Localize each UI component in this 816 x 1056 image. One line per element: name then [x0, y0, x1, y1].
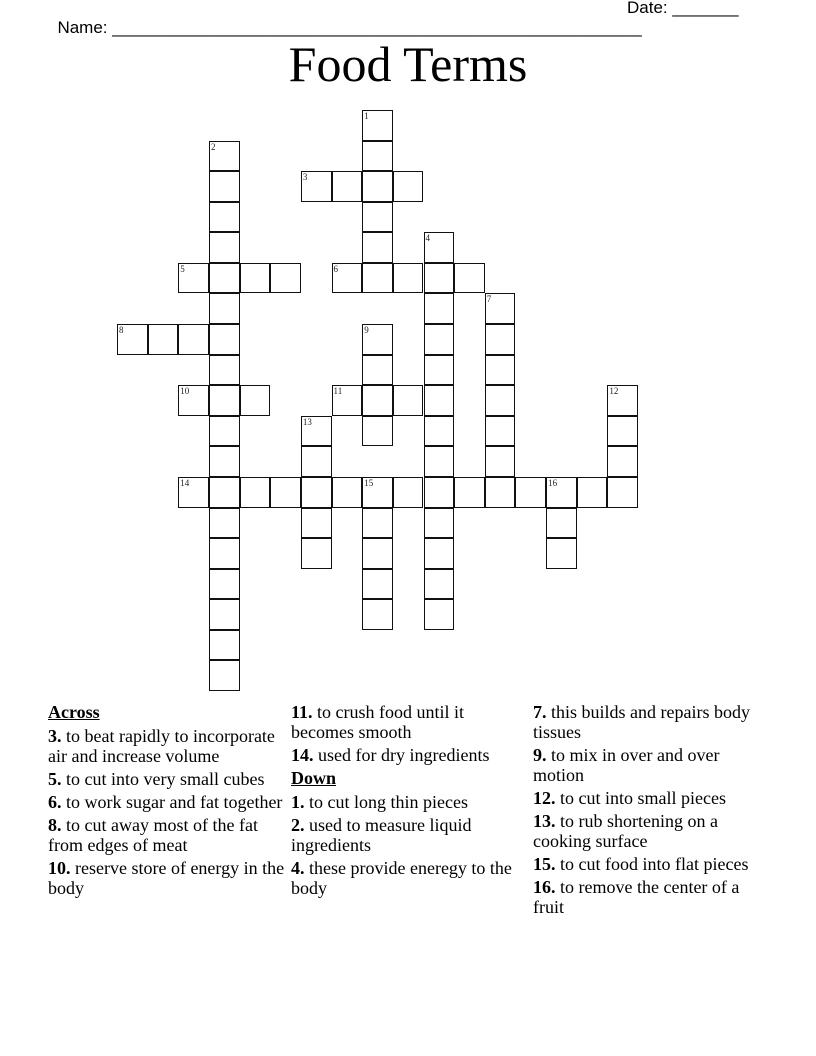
grid-cell[interactable]: [485, 385, 516, 416]
grid-cell[interactable]: [178, 324, 209, 355]
grid-cell[interactable]: [393, 263, 424, 294]
clue-down-16: 16. to remove the center of a fruit: [533, 877, 740, 917]
clue-down-13: 13. to rub shortening on a cooking surface: [533, 811, 718, 851]
grid-cell[interactable]: [209, 202, 240, 233]
grid-cell[interactable]: [485, 293, 516, 324]
grid-cell[interactable]: [362, 416, 393, 447]
grid-cell[interactable]: [240, 477, 271, 508]
grid-cell[interactable]: [209, 355, 240, 386]
grid-cell[interactable]: [424, 599, 455, 630]
clue-number: 1: [364, 111, 369, 121]
grid-cell[interactable]: [454, 263, 485, 294]
clue-across-6: 6. to work sugar and fat together: [48, 792, 283, 812]
grid-cell[interactable]: [362, 355, 393, 386]
grid-cell[interactable]: [546, 477, 577, 508]
grid-cell[interactable]: [178, 263, 209, 294]
grid-cell[interactable]: [485, 355, 516, 386]
clue-across-10: 10. reserve store of energy in the body: [48, 858, 285, 898]
grid-cell[interactable]: [332, 385, 363, 416]
grid-cell[interactable]: [117, 324, 148, 355]
grid-cell[interactable]: [209, 416, 240, 447]
grid-cell[interactable]: [424, 263, 455, 294]
grid-cell[interactable]: [424, 232, 455, 263]
grid-cell[interactable]: [485, 477, 516, 508]
grid-cell[interactable]: [301, 416, 332, 447]
clue-number: 2: [210, 141, 216, 152]
clue-number: 11: [333, 386, 343, 397]
grid-cell[interactable]: [393, 171, 424, 202]
clue-number: 5: [180, 263, 185, 274]
grid-cell[interactable]: [362, 263, 393, 294]
grid-cell[interactable]: [148, 324, 179, 355]
grid-cell[interactable]: [546, 508, 577, 539]
grid-cell[interactable]: [607, 477, 638, 508]
grid-cell[interactable]: [301, 477, 332, 508]
grid-cell[interactable]: [240, 263, 271, 294]
grid-cell[interactable]: [362, 141, 393, 172]
grid-cell[interactable]: [178, 477, 209, 508]
clue-across-5: 5. to cut into very small cubes: [48, 769, 265, 789]
grid-cell[interactable]: [362, 599, 393, 630]
grid-cell[interactable]: [209, 141, 240, 172]
grid-cell[interactable]: [270, 263, 301, 294]
clue-number: 10: [180, 386, 190, 397]
clue-number: 13: [302, 416, 312, 427]
grid-cell[interactable]: [485, 324, 516, 355]
grid-cell[interactable]: [209, 477, 240, 508]
grid-cell[interactable]: [362, 477, 393, 508]
clue-across-8: 8. to cut away most of the fat from edges of meat: [48, 815, 258, 855]
grid-cell[interactable]: [209, 538, 240, 569]
clue-number: 4: [425, 233, 430, 244]
grid-cell[interactable]: [362, 171, 393, 202]
clue-down-7: 7. this builds and repairs body tissues: [533, 702, 750, 742]
grid-cell[interactable]: [515, 477, 546, 508]
clue-across-11: 11. to crush food until it becomes smooth: [291, 702, 465, 742]
clue-number: 3: [302, 172, 308, 183]
grid-cell[interactable]: [301, 171, 332, 202]
clue-down-2: 2. used to measure liquid ingredients: [291, 815, 472, 855]
grid-cell[interactable]: [209, 293, 240, 324]
clues-column-1: [48, 702, 286, 901]
clue-number: 7: [486, 294, 492, 305]
grid-cell[interactable]: [362, 385, 393, 416]
clue-number: 9: [364, 325, 369, 336]
grid-cell[interactable]: [485, 416, 516, 447]
grid-cell[interactable]: [362, 569, 393, 600]
grid-cell[interactable]: [424, 508, 455, 539]
clue-down-4: 4. these provide eneregy to the body: [291, 858, 512, 898]
grid-cell[interactable]: [301, 508, 332, 539]
clue-number: 16: [548, 477, 558, 488]
grid-cell[interactable]: [332, 477, 363, 508]
grid-cell[interactable]: [209, 569, 240, 600]
clue-down-9: 9. to mix in over and over motion: [533, 745, 720, 785]
grid-cell[interactable]: [209, 324, 240, 355]
clue-number: 12: [609, 386, 619, 397]
grid-cell[interactable]: [209, 630, 240, 661]
grid-cell[interactable]: [362, 110, 393, 141]
grid-cell[interactable]: [485, 446, 516, 477]
across-heading: Across: [48, 702, 100, 722]
clue-down-12: 12. to cut into small pieces: [533, 788, 726, 808]
grid-cell[interactable]: [607, 446, 638, 477]
grid-cell[interactable]: [332, 263, 363, 294]
grid-cell[interactable]: [362, 232, 393, 263]
grid-cell[interactable]: [178, 385, 209, 416]
clue-number: 14: [180, 477, 190, 488]
clues-column-3: [533, 702, 769, 920]
clue-number: 6: [333, 263, 339, 274]
grid-cell[interactable]: [362, 202, 393, 233]
grid-cell[interactable]: [424, 569, 455, 600]
clue-number: 8: [119, 325, 124, 336]
grid-cell[interactable]: [209, 599, 240, 630]
grid-cell[interactable]: [332, 171, 363, 202]
clues-column-2: [291, 702, 527, 901]
date-field[interactable]: Date: _______: [627, 0, 739, 17]
grid-cell[interactable]: [209, 232, 240, 263]
grid-cell[interactable]: [362, 324, 393, 355]
grid-cell[interactable]: [546, 538, 577, 569]
grid-cell[interactable]: [209, 446, 240, 477]
grid-cell[interactable]: [424, 416, 455, 447]
grid-cell[interactable]: [424, 324, 455, 355]
grid-cell[interactable]: [209, 508, 240, 539]
grid-cell[interactable]: [424, 538, 455, 569]
grid-cell[interactable]: [424, 385, 455, 416]
grid-cell[interactable]: [301, 446, 332, 477]
grid-cell[interactable]: [301, 538, 332, 569]
grid-cell[interactable]: [424, 446, 455, 477]
grid-cell[interactable]: [607, 416, 638, 447]
grid-cell[interactable]: [270, 477, 301, 508]
grid-cell[interactable]: [362, 538, 393, 569]
page-title: Food Terms: [288, 36, 528, 92]
grid-cell[interactable]: [393, 477, 424, 508]
grid-cell[interactable]: [454, 477, 485, 508]
grid-cell[interactable]: [362, 508, 393, 539]
name-field[interactable]: Name: ________________________________________________________: [57, 18, 642, 37]
grid-cell[interactable]: [209, 385, 240, 416]
grid-cell[interactable]: [577, 477, 608, 508]
grid-cell[interactable]: [424, 293, 455, 324]
grid-cell[interactable]: [424, 477, 455, 508]
grid-cell[interactable]: [209, 263, 240, 294]
clue-across-3: 3. to beat rapidly to incorporate air and increase volume: [48, 726, 275, 766]
clue-down-15: 15. to cut food into flat pieces: [533, 854, 749, 874]
grid-cell[interactable]: [240, 385, 271, 416]
grid-cell[interactable]: [209, 171, 240, 202]
clue-down-1: 1. to cut long thin pieces: [291, 792, 468, 812]
down-heading: Down: [291, 768, 337, 788]
grid-cell[interactable]: [607, 385, 638, 416]
grid-cell[interactable]: [209, 660, 240, 691]
grid-cell[interactable]: [393, 385, 424, 416]
clue-across-14: 14. used for dry ingredients: [291, 745, 490, 765]
clue-number: 15: [364, 477, 374, 488]
grid-cell[interactable]: [424, 355, 455, 386]
